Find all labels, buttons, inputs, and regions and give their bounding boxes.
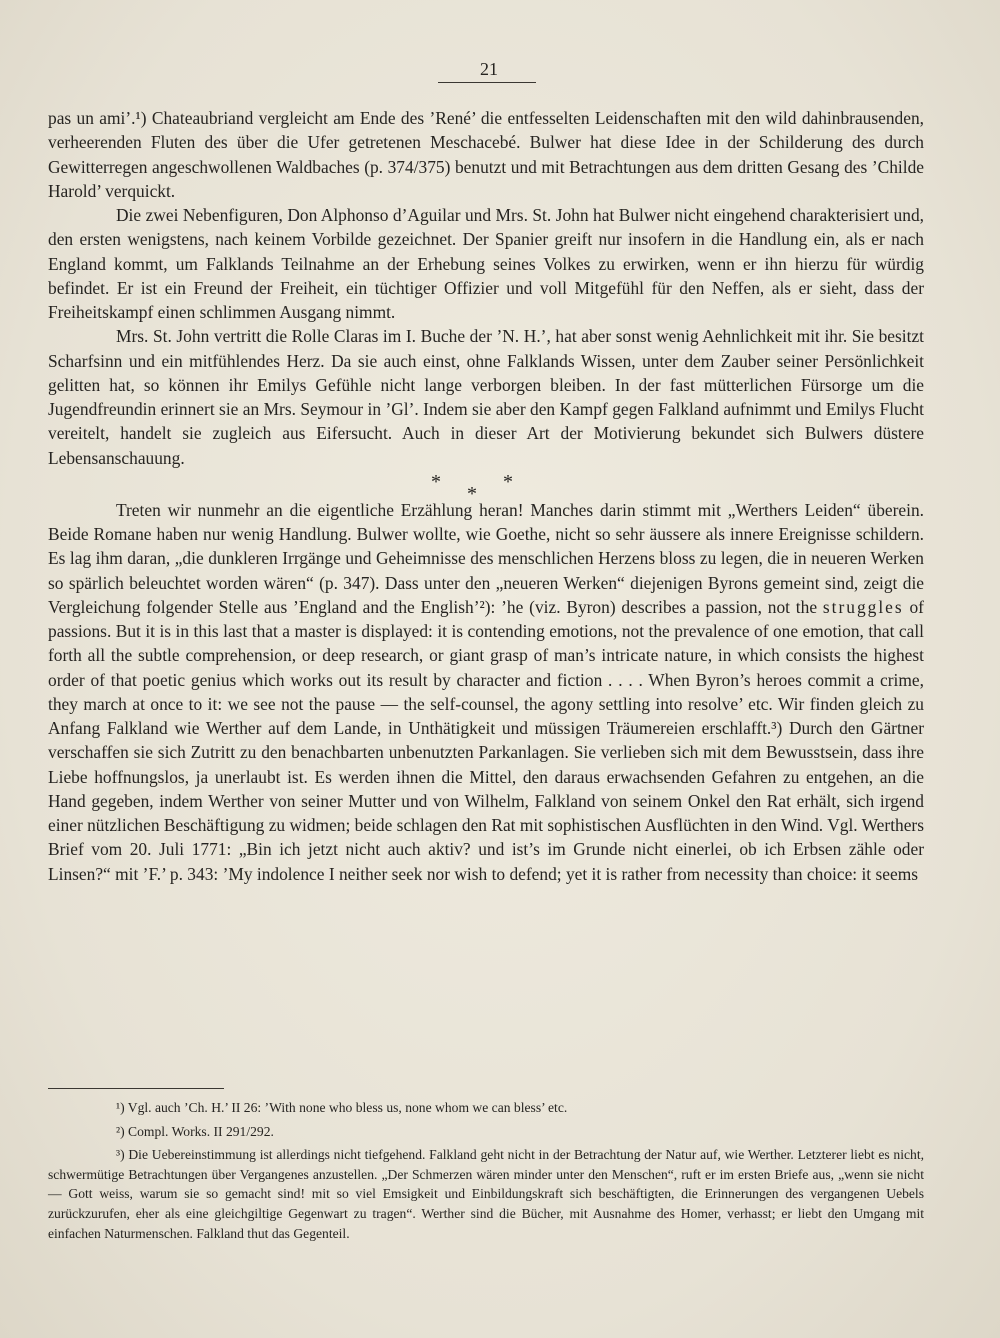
paragraph-1: pas un ami’.¹) Chateaubriand vergleicht am Ende des ’René’ die entfesselten Leidenschaften mit den wild dahinbrausenden, verheerenden Fluten des über die Ufer getretenen Meschacebé. Bulwer hat diese Idee in der Schilderung des durch Gewitterregen angeschwollenen Waldbaches (p. 374/375) benutzt und mit Betrachtungen aus dem dritten Gesang des ’Childe Harold’ verquickt. — [48, 108, 924, 201]
asterism-star-right: * — [503, 470, 513, 493]
paragraph-4-part-2: of passions. But it is in this last that a master is displayed: it is contending emotions, not the prevalence of one emotion, that call forth all the subtle comprehension, or deep research, or giant grasp of man’s intricate nature, in which consists the highest order of that poetic genius which works out its result by character and fiction . . . . When Byron’s heroes commit a crime, they march at once to it: we see not the pause — the self-counsel, the agony settling into resolve’ etc. Wir finden gleich zu Anfang Falkland wie Werther auf dem Lande, in Unthätigkeit und müssigen Träumereien erschlafft.³) Durch den Gärtner verschaffen sie sich Zutritt zu den benachbarten unbenutzten Parkanlagen. Sie verlieben sich mit dem Bewusstsein, dass ihre Liebe hoffnungslos, ja unerlaubt ist. Es werden ihnen die Mittel, den daraus erwachsenden Gefahren zu entgehen, an die Hand gegeben, indem Werther von seiner Mutter und von Wilhelm, Falkland von seinem Onkel den Rat erhält, sich irgend einer nützlichen Beschäftigung zu widmen; beide schlagen den Rat mit sophistischen Ausflüchten in den Wind. Vgl. Werthers Brief vom 20. Juli 1771: „Bin ich jetzt nicht auch aktiv? und ist’s im Grunde nicht einerlei, ob ich Erbsen zähle oder Linsen?“ mit ’F.’ p. 343: ’My indolence I neither seek nor wish to defend; yet it is rather from necessity than choice: it seems — [48, 596, 924, 884]
spaced-word: struggles — [822, 596, 904, 617]
footnote-rule — [48, 1088, 224, 1089]
paragraph-2: Die zwei Nebenfiguren, Don Alphonso d’Aguilar und Mrs. St. John hat Bulwer nicht eingehend charakterisiert und, den ersten wenigstens, nach keinem Vorbilde gezeichnet. Der Spanier greift nur insofern in die Handlung ein, als er nach England kommt, um Falklands Teilnahme an der Erhebung seines Volkes zu erwirken, wenn er ihn hierzu für würdig befindet. Er ist ein Freund der Freiheit, ein tüchtiger Offizier und voll Mitgefühl für den Neffen, als er sieht, dass der Freiheitskampf einen schlimmen Ausgang nimmt. — [48, 205, 924, 322]
asterism-star-bottom: * — [467, 482, 477, 505]
footnote-1: ¹) Vgl. auch ’Ch. H.’ II 26: ’With none who bless us, none whom we can bless’ etc. — [116, 1100, 568, 1115]
paragraph-3: Mrs. St. John vertritt die Rolle Claras im I. Buche der ’N. H.’, hat aber sonst wenig Aehnlichkeit mit ihr. Sie besitzt Scharfsinn und ein mitfühlendes Herz. Da sie auch einst, ohne Falklands Wissen, unter dem Zauber seiner Persönlichkeit gelitten hat, so können ihr Emilys Gefühle nicht lange verborgen bleiben. In der fast mütterlichen Fürsorge um die Jugendfreundin erinnert sie an Mrs. Seymour in ’Gl’. Indem sie aber den Kampf gegen Falkland aufnimmt und Emilys Flucht vereitelt, handelt sie zugleich aus Eifersucht. Auch in dieser Art der Motivierung bekundet sich Bulwers düstere Lebensanschauung. — [48, 326, 924, 468]
page-number: 21 — [480, 59, 498, 79]
asterism-star-left: * — [431, 470, 441, 493]
main-text — [48, 106, 924, 886]
section-asterism — [48, 470, 924, 505]
header-rule — [438, 82, 536, 83]
footnotes — [48, 1098, 924, 1247]
footnote-3: ³) Die Uebereinstimmung ist allerdings nicht tiefgehend. Falkland geht nicht in der Betrachtung der Natur auf, wie Werther. Letzterer liebt es nicht, schwermütige Betrachtungen über Vergangenes anzustellen. „Der Schmerzen wären minder unter den Menschen“, ruft er im ersten Briefe aus, „wenn sie nicht — Gott weiss, warum sie so gemacht sind! mit so viel Emsigkeit und Einbildungskraft sich beschäftigten, die Erinnerungen des vergangenen Uebels zurückzurufen, eher als eine gleichgiltige Gegenwart zu tragen“. Werther sind die Bücher, mit Ausnahme des Homer, verhasst; er liebt den Umgang mit einfachen Naturmenschen. Falkland thut das Gegenteil. — [48, 1147, 924, 1241]
paragraph-4-part-1: Treten wir nunmehr an die eigentliche Erzählung heran! Manches darin stimmt mit „Werthers Leiden“ überein. Beide Romane haben nur wenig Handlung. Bulwer wollte, wie Goethe, nicht so sehr äussere als innere Ereignisse schildern. Es lag ihm daran, „die dunkleren Irrgänge und Geheimnisse des menschlichen Herzens bloss zu legen, die in neueren Werken so spärlich beleuchtet worden wären“ (p. 347). Dass unter den „neueren Werken“ diejenigen Byrons gemeint sind, zeigt die Vergleichung folgender Stelle aus ’England and the English’²): ’he (viz. Byron) describes a passion, not the — [48, 499, 924, 617]
paragraph-4 — [48, 498, 924, 886]
footnote-2: ²) Compl. Works. II 291/292. — [116, 1123, 274, 1139]
